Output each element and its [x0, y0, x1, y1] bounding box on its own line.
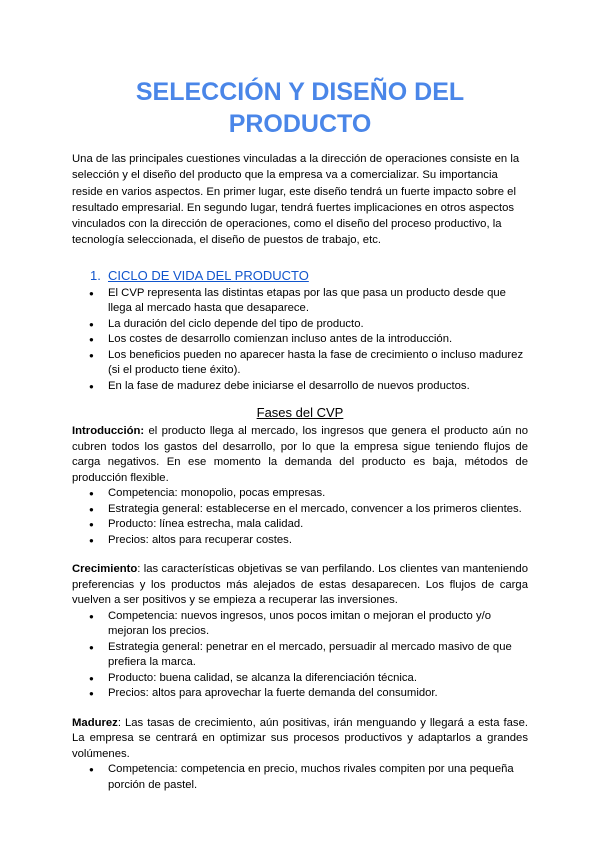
section-heading[interactable] — [72, 267, 528, 284]
list-item: ● Estrategia general: penetrar en el mercado, persuadir al mercado masivo de que prefiera la marca. — [89, 640, 512, 669]
bullet-icon: ● — [89, 335, 94, 345]
intro-paragraph: Una de las principales cuestiones vinculadas a la dirección de operaciones consiste en la selección y el diseño del producto que la empresa va a comercializar. Su importancia reside en varios aspectos. En primer lugar, este diseño tendrá un fuerte impacto sobre el resultado empresarial. En segundo lugar, tendrá fuertes implicaciones en otros aspectos vinculados con la dirección de operaciones, como el diseño del proceso productivo, la tecnología seleccionada, el diseño de puestos de trabajo, etc. — [72, 153, 520, 247]
madurez-bullet-list — [72, 762, 528, 793]
list-item: ● Precios: altos para recuperar costes. — [72, 533, 528, 549]
document-page — [72, 76, 528, 793]
section-number: 1. — [90, 267, 101, 283]
bullet-icon: ● — [89, 765, 94, 775]
list-item: ● Los beneficios pueden no aparecer hasta la fase de crecimiento o incluso madurez (si el producto tiene éxito). — [89, 348, 524, 377]
title-line-2: PRODUCTO — [228, 110, 372, 138]
list-item: ● Los costes de desarrollo comienzan incluso antes de la introducción. — [72, 332, 528, 348]
list-item: ● Precios: altos para aprovechar la fuerte demanda del consumidor. — [72, 686, 528, 702]
list-item: ● Competencia: monopolio, pocas empresas. — [72, 486, 528, 502]
list-item: ● Producto: línea estrecha, mala calidad. — [72, 517, 528, 533]
list-item: ● Competencia: nuevos ingresos, unos pocos imitan o mejoran el producto y/o mejoran los precios. — [89, 609, 492, 638]
crecimiento-text: : las características objetivas se van perfilando. Los clientes van manteniendo preferencias y los productos más alejados de estas desaparecen. Los flujos de carga vuelven a ser positivos y se empieza a recuperar las inversiones. — [72, 563, 528, 607]
introduccion-label: Introducción: — [72, 425, 145, 438]
title-line-1: SELECCIÓN Y DISEÑO DEL — [135, 78, 465, 106]
bullet-icon: ● — [89, 673, 94, 683]
introduccion-text: el producto llega al mercado, los ingresos que genera el producto aún no cubren todos los gastos del desarrollo, por lo que la empresa sigue teniendo flujos de carga negativos. En ese momento la demanda del producto es baja, métodos de producción flexible. — [72, 425, 528, 484]
list-item: ● Estrategia general: establecerse en el mercado, convencer a los primeros clientes. — [72, 502, 528, 518]
bullet-icon: ● — [89, 535, 94, 545]
section-bullet-list — [72, 286, 528, 395]
bullet-icon: ● — [89, 288, 94, 298]
bullet-icon: ● — [89, 381, 94, 391]
crecimiento-bullet-list — [72, 609, 528, 702]
madurez-text: : Las tasas de crecimiento, aún positivas, irán menguando y llegará a esta fase. La empresa se centrará en optimizar sus procesos productivos y adaptarlos a grandes volúmenes. — [72, 716, 528, 760]
introduccion-paragraph — [72, 424, 528, 486]
introduccion-bullet-list — [72, 486, 528, 548]
madurez-label: Madurez — [72, 716, 118, 729]
bullet-icon: ● — [89, 642, 94, 652]
section-heading-label: CICLO DE VIDA DEL PRODUCTO — [108, 267, 309, 283]
list-item: ● Producto: buena calidad, se alcanza la diferenciación técnica. — [72, 671, 528, 687]
madurez-paragraph — [72, 716, 528, 763]
bullet-icon: ● — [89, 689, 94, 699]
fases-heading: Fases del CVP — [256, 405, 344, 421]
bullet-icon: ● — [89, 611, 94, 621]
list-item: ● En la fase de madurez debe iniciarse el desarrollo de nuevos productos. — [72, 379, 528, 395]
bullet-icon: ● — [89, 350, 94, 360]
bullet-icon: ● — [89, 520, 94, 530]
bullet-icon: ● — [89, 319, 94, 329]
page-title — [72, 76, 528, 140]
crecimiento-label: Crecimiento — [72, 563, 138, 576]
bullet-icon: ● — [89, 489, 94, 499]
list-item: ● El CVP representa las distintas etapas por las que pasa un producto desde que llega al mercado hasta que desaparece. — [89, 286, 506, 315]
list-item: ● La duración del ciclo depende del tipo de producto. — [72, 317, 528, 333]
bullet-icon: ● — [89, 504, 94, 514]
list-item: ● Competencia: competencia en precio, muchos rivales compiten por una pequeña porción de pastel. — [89, 763, 514, 791]
crecimiento-paragraph — [72, 562, 528, 609]
